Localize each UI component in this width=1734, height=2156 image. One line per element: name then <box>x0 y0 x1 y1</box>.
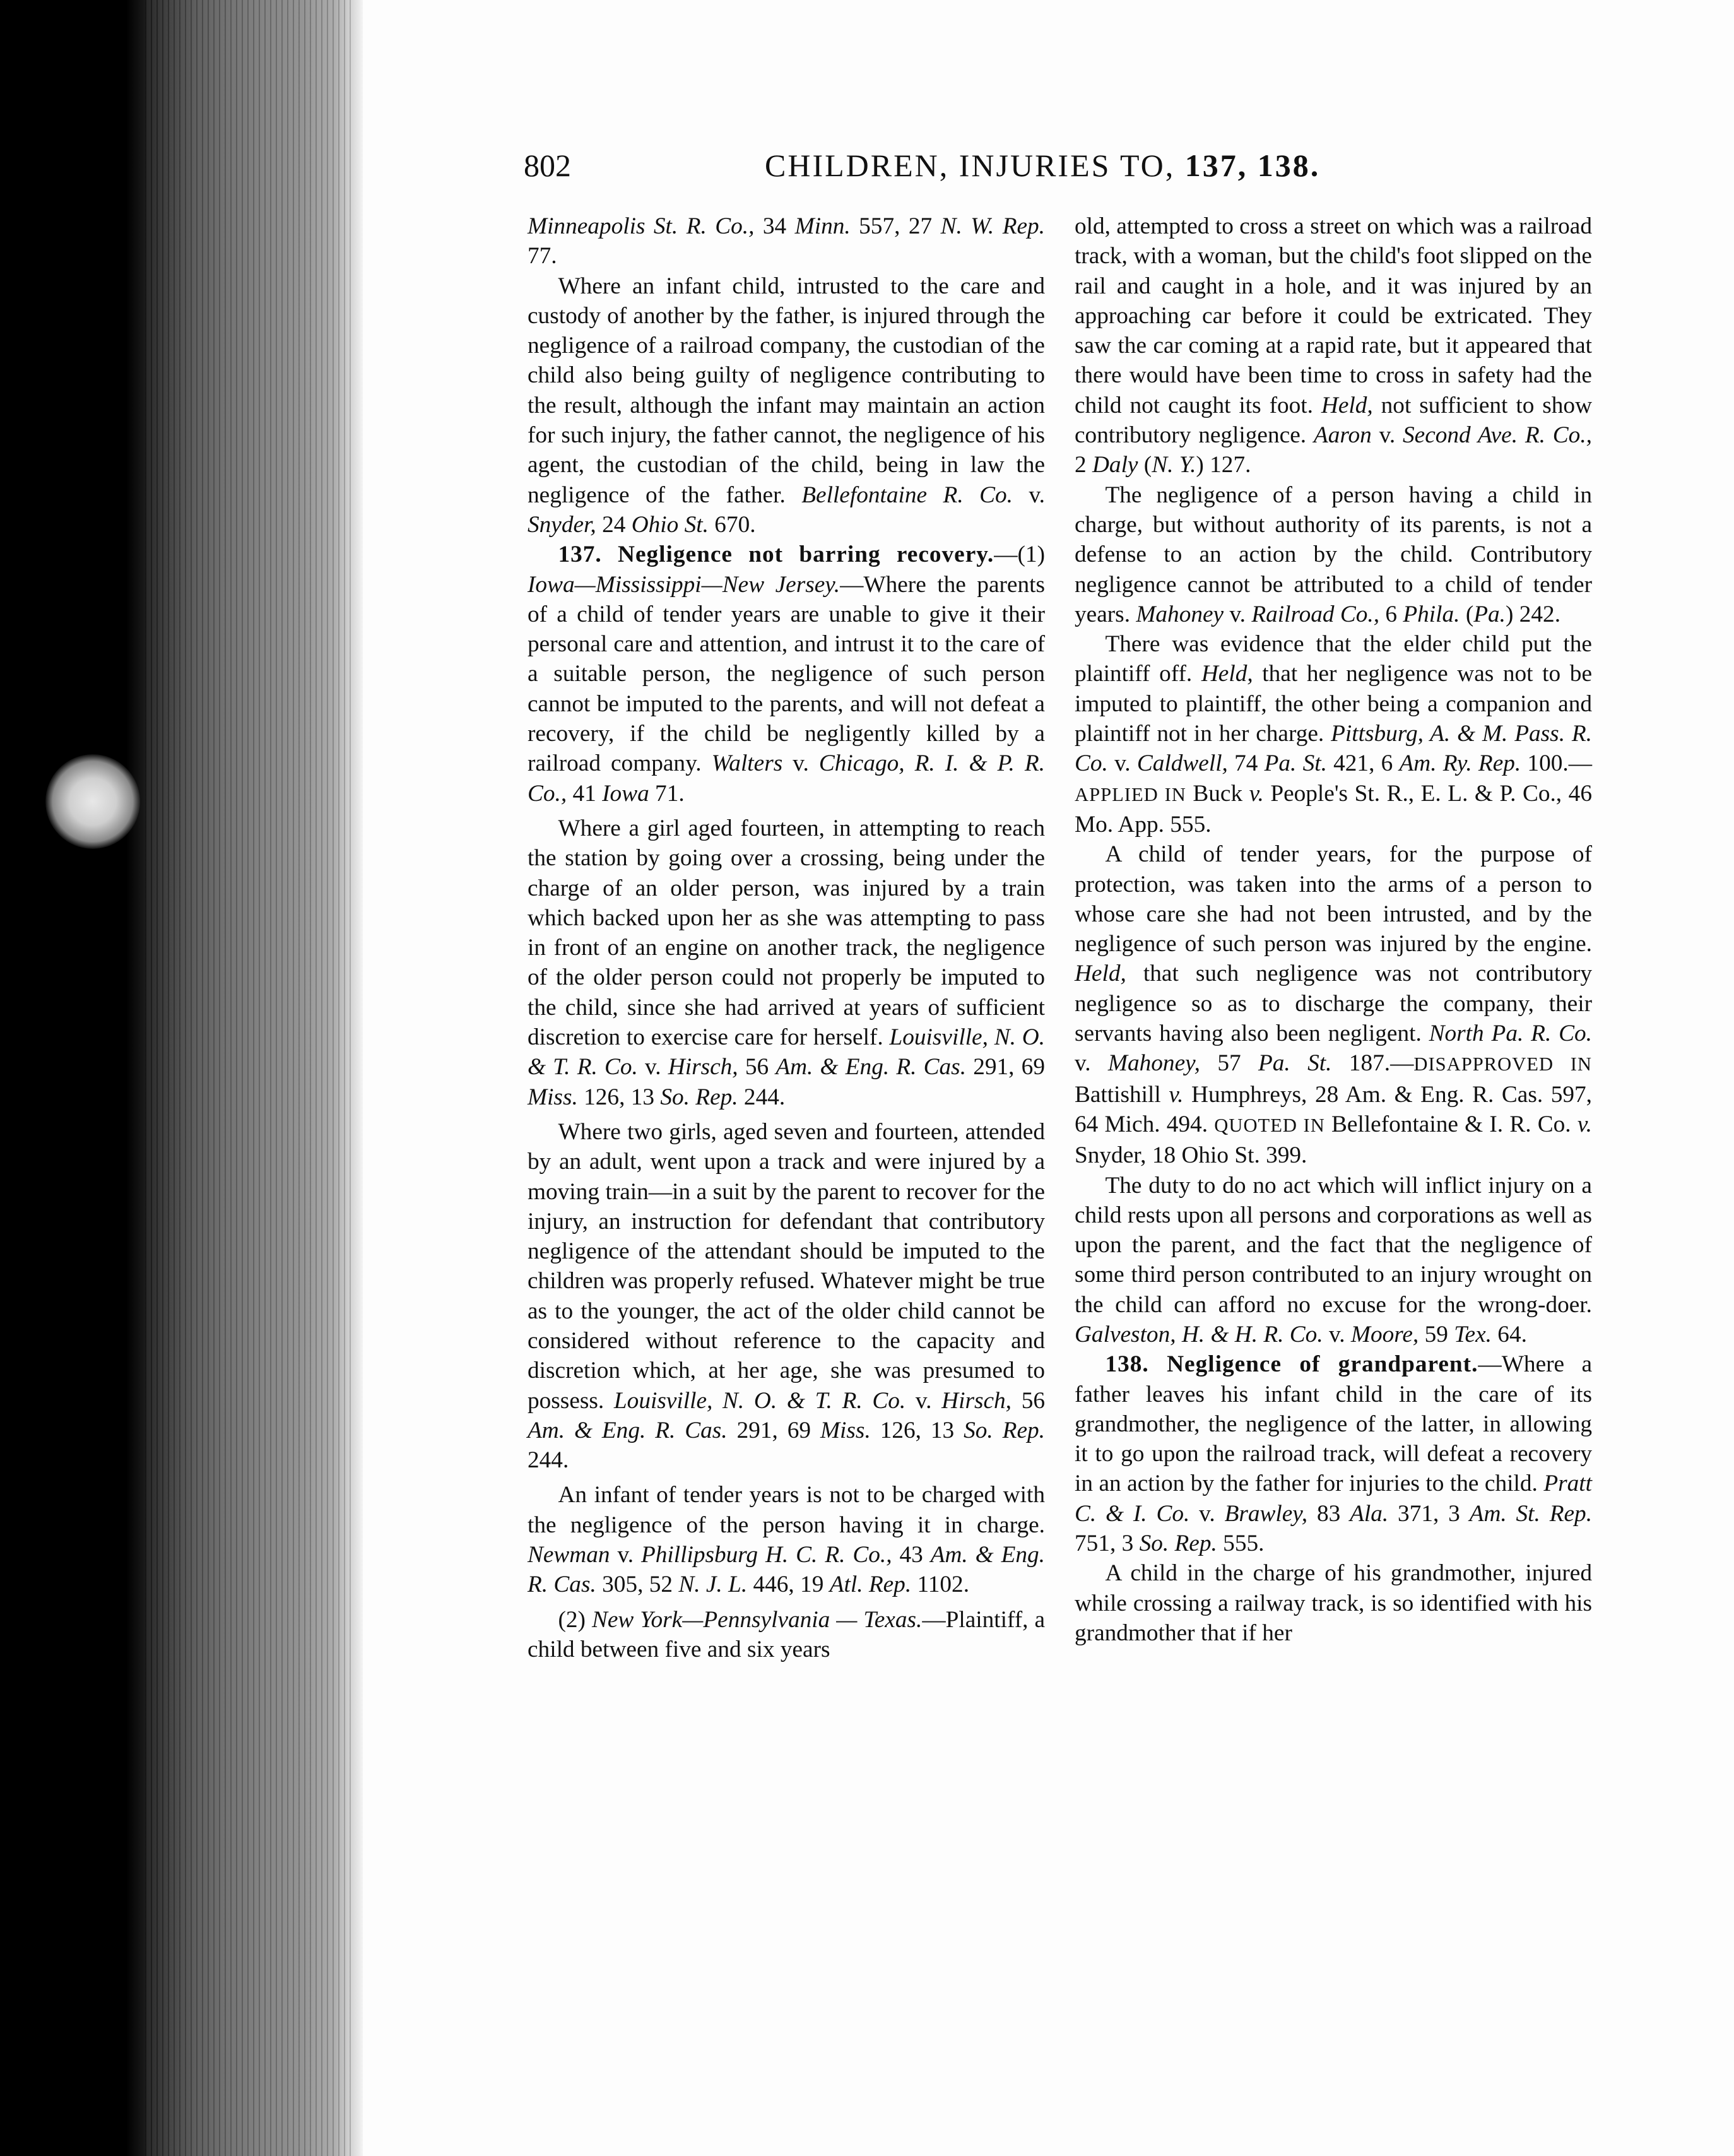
right-column <box>1075 211 1592 1648</box>
paragraph: (2) New York—Pennsylvania — Texas.—Plaintiff, a child between five and six years <box>528 1606 1046 1662</box>
paragraph: Minneapolis St. R. Co., 34 Minn. 557, 27 N. W. Rep. 77. <box>528 213 1045 270</box>
running-title <box>765 140 1320 191</box>
running-title-text: CHILDREN, INJURIES TO, <box>765 148 1176 183</box>
page-number: 802 <box>524 148 571 183</box>
running-head <box>524 140 1331 191</box>
paragraph: Where a girl aged fourteen, in attempting to reach the station by going over a crossing, being under the charge of an older person, was injured by a train which backed upon her as she was attempting to pass in front of an engine on another track, the negligence of the older person could not properly be imputed to the child, since she had arrived at years of sufficient discretion to exercise care for herself. Louisville, N. O. & T. R. Co. v. Hirsch, 56 Am. & Eng. R. Cas. 291, 69 Miss. 126, 13 So. Rep. 244. <box>528 815 1046 1110</box>
section-heading: 138. Negligence of grandparent. <box>1105 1351 1478 1378</box>
paragraph: A child of tender years, for the purpose of protection, was taken into the arms of a person to whose care she had not been intrusted, and by the negligence of such person was injured by the engine. Held, that such negligence was not contributory negligence so as to discharge the company, their servants having also been negligent. North Pa. R. Co. v. Mahoney, 57 Pa. St. 187.—DISAPPROVED IN Battishill v. Humphreys, 28 Am. & Eng. R. Cas. 597, 64 Mich. 494. QUOTED IN Bellefontaine & I. R. Co. v. Snyder, 18 Ohio St. 399. <box>1075 841 1593 1169</box>
paragraph: Where two girls, aged seven and fourteen, attended by an adult, went upon a track and were injured by a moving train—in a suit by the parent to recover for the injury, an instruction for defendant that contributory negligence of the attendant should be imputed to the children was properly refused. Whatever might be true as to the younger, the act of the older child cannot be considered without reference to the capacity and discretion which, at her age, she was presumed to possess. Louisville, N. O. & T. R. Co. v. Hirsch, 56 Am. & Eng. R. Cas. 291, 69 Miss. 126, 13 So. Rep. 244. <box>528 1118 1046 1474</box>
paragraph: An infant of tender years is not to be charged with the negligence of the person having it in charge. Newman v. Phillipsburg H. C. R. Co., 43 Am. & Eng. R. Cas. 305, 52 N. J. L. 446, 19 Atl. Rep. 1102. <box>528 1482 1045 1598</box>
paragraph: The negligence of a person having a child in charge, but without authority of its parents, is not a defense to an action by the child. Contributory negligence cannot be attributed to a child of tender years. Mahoney v. Railroad Co., 6 Phila. (Pa.) 242. <box>1075 482 1592 627</box>
section-137: 137. Negligence not barring recovery.—(1) Iowa—Mississippi—New Jersey.—Where the parents of a child of tender years are unable to give it their personal care and attention, and intrust it to the care of a suitable person, the negligence of such person cannot be imputed to the parents, and will not defeat a recovery, if the child be negligently killed by a railroad company. Walters v. Chicago, R. I. & P. R. Co., 41 Iowa 71. <box>528 542 1045 807</box>
page-edge-stripes <box>145 0 353 2156</box>
paragraph: old, attempted to cross a street on which was a railroad track, with a woman, but the child's foot slipped on the rail and caught in a hole, and it was injured by an approaching car before it could be extricated. They saw the car coming at a rapid rate, but it appeared that there would have been time to cross in safety had the child not caught its foot. Held, not sufficient to show contributory negligence. Aaron v. Second Ave. R. Co., 2 Daly (N. Y.) 127. <box>1075 213 1593 478</box>
section-heading: 137. Negligence not barring recovery. <box>558 542 994 568</box>
paragraph: Where an infant child, intrusted to the care and custody of another by the father, is injured through the negligence of a railroad company, the custodian of the child also being guilty of negligence contributing to the result, although the infant may maintain an action for such injury, the father cannot, the negligence of his agent, the custodian of the child, being in law the negligence of the father. Bellefontaine R. Co. v. Snyder, 24 Ohio St. 670. <box>528 273 1045 538</box>
section-138: 138. Negligence of grandparent.—Where a father leaves his infant child in the care of its grandmother, the negligence of the latter, in allowing it to go upon the railroad track, will defeat a recovery in an action by the father for injuries to the child. Pratt C. & I. Co. v. Brawley, 83 Ala. 371, 3 Am. St. Rep. 751, 3 So. Rep. 555. <box>1075 1351 1593 1557</box>
paragraph: There was evidence that the elder child put the plaintiff off. Held, that her negligence was not to be imputed to plaintiff, the other being a companion and plaintiff not in her charge. Pittsburg, A. & M. Pass. R. Co. v. Caldwell, 74 Pa. St. 421, 6 Am. Ry. Rep. 100.—APPLIED IN Buck v. People's St. R., E. L. & P. Co., 46 Mo. App. 555. <box>1075 631 1593 838</box>
paragraph: The duty to do no act which will inflict injury on a child rests upon all persons and corporations as well as upon the parent, and the fact that the negligence of some third person contributed to an injury wrought on the child can afford no excuse for the wrong-doer. Galveston, H. & H. R. Co. v. Moore, 59 Tex. 64. <box>1075 1172 1592 1348</box>
paragraph: A child in the charge of his grandmother, injured while crossing a railway track, is so identified with his grandmother that if her <box>1075 1560 1592 1646</box>
running-title-sections: 137, 138. <box>1184 148 1321 183</box>
left-column <box>528 211 1045 1664</box>
scan-artifact-spot <box>45 754 140 849</box>
